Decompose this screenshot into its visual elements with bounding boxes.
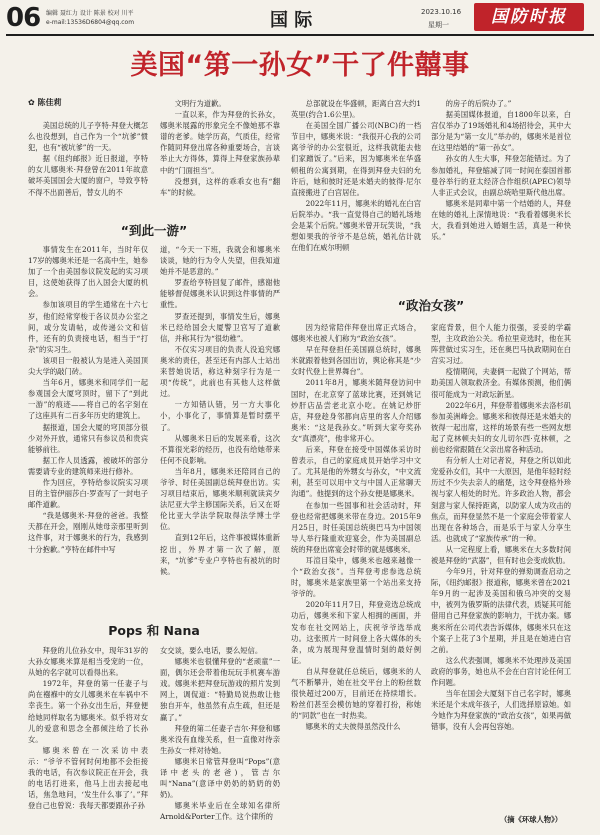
paragraph: 文明行为道歉。: [174, 99, 226, 108]
pops-column-2: [160, 645, 280, 823]
paragraph: 据《纽约邮报》近日报道，亨特的女儿娜奥米·拜登曾在2011年故意破坏美国国会大厦的窗户，导致亨特不得不出面善后，替女儿的不: [28, 154, 148, 197]
paragraph: 拜登的第二任妻子吉尔·拜登和娜奥米没有血缘关系，但一直像对待亲生孙女一样对待她。: [160, 723, 280, 755]
paragraph: 娜奥米是同辈中第一个结婚的人，拜登在她的婚礼上深情地说：“我看着娜奥米长大，我看到她进入婚姻生活，真是一种快乐。”: [431, 198, 571, 242]
paragraph: 家庭背景，但个人能力很强，妥妥的学霸型，主攻政治公关。希拉里竞选时，他在其阵营做过实习生，还在奥巴马执政期间在白宫实习过。: [431, 323, 571, 366]
paragraph: 罗查给亨特回复了邮件，感谢他能够督促娜奥米认识到这件事情的严重性。: [160, 278, 280, 310]
paragraph: 因为经常陪伴拜登出席正式场合，娜奥米也被人们称为“政治女孩”。: [291, 323, 421, 344]
masthead-rule: [6, 34, 594, 36]
paragraph: 娜奥米曾在一次采访中表示：“爷爷不管何时何地都不会拒接我的电话，有次参议院正在开会，我的电话打进来，他马上出去接起电话，焦急地问，‘发生什么事了’。”拜登自己也曾说：我每天都要跟孙子孙: [28, 745, 148, 811]
paragraph: “我是娜奥米·拜登的爸爸。我整天都在开会，刚刚从她母亲那里听到这件事，对于娜奥米的行为，我感到十分抱歉。”亨特在邮件中写: [28, 511, 148, 554]
paragraph: 一方知错认错，另一方大事化小，小事化了，事情算是暂时摆平了。: [160, 400, 280, 432]
editor-email: e-mail:13536D6804@qq.com: [46, 19, 135, 26]
issue-date: 2023.10.16: [421, 8, 462, 16]
issue-weekday: 星期一: [428, 21, 449, 29]
paragraph: 早在拜登担任美国副总统时，娜奥米就跟着他到各国出访，舆论称其是“少女时代登上世界舞台”。: [291, 345, 421, 377]
paper-logo: [474, 3, 584, 31]
paragraph: 2022年11月，娜奥米的婚礼在白宫后院举办。“我一直觉得自己的婚礼场地会是某个后院。”娜奥米曾开玩笑说，“我想如果我的爷爷不是总统，婚礼估计就在他们在威尔明顿: [291, 198, 422, 253]
editor-credits: 编辑 聂红力 设计 陈景 校对 川平: [46, 10, 134, 17]
paragraph: 在美国全国广播公司(NBC)的一档节目中，娜奥米说：“我很开心我的公司离爷爷的办公室很近，这样我就能去他们家蹭饭了。”后来，因为娜奥米在华盛顿租的公寓到期，在得到拜登夫妇的允许后，她和彼时还是未婚夫的彼得·尼尔直接搬进了白宫居住。: [291, 121, 421, 197]
paragraph: 娜奥米日常管拜登叫“Pops”(意译中老头的老爸)，管吉尔叫“Nana”(意译中奶奶的奶奶的奶奶)。: [160, 756, 280, 800]
paragraph: 道，“今天一下班，我就会和娜奥米谈谈，她的行为令人失望，但我知道她并不是恶意的。”: [160, 245, 280, 277]
paragraph: 耳渲目染中，娜奥米也越来越像一个“政治女孩”。当拜登考虑参选总统时，娜奥米是家族里第一个站出来支持爷爷的。: [291, 555, 421, 599]
paragraph: 有分析人士对记者说，拜登之所以如此宠爱孙女们，其中一大原因，是他年轻时经历过不少失去亲人的痛楚，这令拜登格外珍视与家人相处的时光。许多政治人物，都会刻意与家人保持距离，以防家人成为攻击的焦点，而拜登显然不是一个家庭会带着家人出现在各种场合，而是乐于与家人分享生活。也就成了“家族传承”的一种。: [431, 456, 571, 543]
paragraph: 这么代表强调，娜奥米不处理涉及美国政府的事务，她也从不会在白宫讨论任何工作问题。: [431, 655, 571, 687]
masthead: [0, 0, 600, 38]
paragraph: 娜奥米毕业后在全球知名律所Arnold&Porter工作。这个律所的: [160, 801, 280, 822]
section-heading-politics: “政治女孩”: [397, 298, 465, 313]
paragraph: 从一定程度上看，娜奥米在大多数时间被是拜登的“武器”，但有时也会变成软肋。: [431, 544, 571, 565]
column-4: [431, 98, 571, 242]
paragraph: 总部就设在华盛顿，距离白宫大约1英里(约合1.6公里)。: [291, 99, 421, 120]
paragraph: 2011年8月，娜奥米随拜登访问中国时，在北京穿了蓝球比赛，还到姚记炒肝店品尝老北京小吃。在姚记炒肝店，拜登趁身邻都向店里的客人介绍娜奥米：“这是我孙女。”听到大家夸奖孙女“真漂亮”，他非常开心。: [291, 378, 421, 443]
politics-column-2: [431, 322, 571, 732]
paragraph: 作为回应，亨特给参议院实习项目的主管伊丽莎白·罗查写了一封电子邮件道歉。: [28, 477, 148, 510]
paragraph: 当年在国会大厦刻下自己名字时，娜奥米还是个未成年孩子，人们选择原谅她。如今她作为拜登家族的“政治女孩”，如果再做错事，没有人会再包容她。: [431, 689, 571, 732]
paragraph: 拜登的儿位孙女中，现年31岁的大孙女娜奥米算是相当受宠的一位，从她的名字就可以看得出来。: [28, 646, 148, 678]
paragraph: 据报道，国会大厦的穹顶部分很少对外开放，通常只有参议员和贵宾能够前往。: [28, 422, 148, 454]
trip-column-2: [160, 244, 280, 577]
paragraph: 娜奥米的丈夫彼得虽然没什么: [305, 722, 401, 732]
paragraph: 当年6月，娜奥米和同学们一起参观国会大厦穹顶时，留下了“到此一游”的痕迹——将自己的名字刻在了这座具有二百多年历史的建筑上。: [28, 378, 148, 421]
paragraph: 孙女的人生大事，拜登怎能错过。为了参加婚礼，拜登缩减了同一时间在泰国首都曼谷举行的亚太经济合作组织(APEC)领导人非正式会议，由副总统哈里斯代他出席。: [431, 154, 571, 197]
paragraph: 今年9月，针对拜登的弹劾调查启动之际，《纽约邮报》报道称，娜奥米曾在2021年9月的一起涉及美国和俄乌冲突的交易中，被列为俄罗斯的法律代表，质疑其可能借用自己拜登家族的影响力，干扰办案。娜奥米所在公司代表告诉媒体，娜奥米只在这个案子上花了3个星期，并且是在她进白宫之前。: [431, 567, 571, 654]
paragraph: 当年8月，娜奥米还陪同自己的爷爷、时任美国副总统拜登出访。实习项目结束后，娜奥米顺利就读宾夕法尼亚大学主修国际关系，后又在哥伦比亚大学法学院取得法学博士学位。: [160, 466, 280, 532]
article-source: （摘《环球人物》）: [500, 815, 563, 824]
article-author: ✿ 陈佳莉: [28, 98, 62, 107]
paragraph: 直到12年后，这件事被媒体重新挖出，外界才第一次了解，原来，“坑爹”专业户亨特也有被坑的时候。: [160, 533, 280, 576]
pops-column-1: [28, 645, 148, 811]
paragraph: 的房子的后院办了。”: [445, 99, 512, 108]
section-heading-pops: Pops 和 Nana: [108, 623, 200, 638]
page-number: 06: [6, 3, 41, 33]
paragraph: 据美国媒体报道，自1800年以来，白宫仅举办了19场婚礼和4场招待会，其中大部分是为“第一女儿”举办的，娜奥米是首位在这里结婚的“第一孙女”。: [431, 110, 571, 153]
paragraph: 后来，拜登在接受中国媒体采访时曾表示，自己的家庭成员开始学习中文了。尤其是他的外甥女与孙女，“中文流利，甚至可以用中文与中国人正常聊天沟通”。他提到的这个孙女便是娜奥米。: [291, 445, 421, 499]
paragraph: 2022年6月，拜登带着娜奥米去洛杉矶参加美洲峰会。娜奥米和彼得还是未婚夫的彼得一起出席，这样的场景有些一些网友想起了克林顿夫妇的女儿切尔西·克林顿，之前也经常跟随在父亲出席各种活动。: [431, 400, 571, 455]
paragraph: 参加该项目的学生通常在十六七岁，他们经常穿梭于各议员办公室之间，或分发请帖，或传递公文和信件，还有的负责接电话，相当于“打杂”的实习生。: [28, 300, 148, 354]
paragraph: 据工作人员透露，被破坏的部分需要请专业的建筑师来进行修补。: [28, 455, 148, 476]
politics-column-1: [291, 322, 421, 732]
paragraph: 娜奥米也很懂拜登的“老顽童”一面，偶尔还会带着他玩玩手机赛车游戏。娜奥米把拜登玩游戏的照片发到网上，调侃道：“特勤局说热敢让他独自开车，他虽然有点生疏，但还是赢了。”: [160, 657, 280, 722]
column-2: [160, 98, 280, 198]
paragraph: 2020年11月7日，拜登竞选总统成功后，娜奥米和下家人相拥的画面，并发布在社交网站上，庆祝爷爷选举成功。这张照片一时间登上各大媒体的头条，成为展现拜登温情时刻的最好例证。: [291, 600, 421, 665]
trip-column-1: [28, 244, 148, 555]
paragraph: 事情发生在2011年，当时年仅17岁的娜奥米还是一名高中生，她参加了一个由美国参议院发起的实习项目，这使她获得了出入国会大厦的机会。: [28, 245, 148, 299]
paragraph: 罗查还提到，事情发生后，娜奥米已经给国会大厦警卫官写了道歉信，并称其行为“很幼稚”。: [160, 311, 280, 343]
paper-name: 国防时报: [491, 7, 567, 27]
paragraph: 在参加一些国事和社会活动时，拜登也经常把娜奥米带在身边。2015年9月25日，时任美国总统奥巴马为中国领导人举行隆重欢迎宴会，作为美国副总统的拜登出席宴会时带的就是娜奥米。: [291, 500, 421, 554]
column-3: [291, 98, 421, 253]
section-heading-trip: “到此一游”: [120, 223, 188, 238]
paragraph: 从娜奥米日后的发展来看，这次不算很光彩的经历，也没有给她带来任何不良影响。: [160, 433, 280, 465]
paragraph: 该项目一般被认为是进入美国顶尖大学的敲门砖。: [28, 355, 148, 377]
paragraph: 自从拜登就任总统后，娜奥米的人气不断攀升，她在社交平台上的粉丝数很快超过200万，目前还在持续增长。粉丝们甚至会模仿她的穿着打扮，称她的“同款”也在一时热卖。: [291, 666, 421, 721]
paragraph: 美国总统的儿子亨特·拜登大概怎么也没想到，自己作为一个“坑爹”惯犯，也有“被坑爹”的一天。: [28, 121, 148, 153]
paragraph: 女交谈，要么电话，要么短信。: [160, 646, 263, 655]
paragraph: 疫情期间，夫妻俩一起做了个网站，帮助美国人领取救济金。有媒体预测，他们俩很可能成为一对政坛新星。: [431, 367, 571, 399]
column-1: [28, 120, 148, 198]
article-headline: 美国“第一孙女”干了件囍事: [130, 50, 470, 81]
paragraph: 不仅实习项目的负责人没追究娜奥米的责任，甚至还有内部人士站出来替她说话，称这种刻字行为是一项“传统”，此前也有其他人这样做过。: [160, 344, 280, 399]
paragraph: 一直以来，作为拜登的长孙女，娜奥米展露的形象完全不像她那不靠谱的老爹。她学历高，气质佳，经常作随同拜登出席各种重要场合，言谈举止大方得体，算得上拜登家族孙辈中的“门面担当”。: [160, 110, 280, 175]
paragraph: 1972年，拜登的第一任妻子与尚在襁褓中的女儿娜奥米在车祸中不幸丧生。第一个孙女出生后，拜登便给她同样取名为娜奥米。似乎将对女儿的爱意和思念全都倾注给了长孙女。: [28, 679, 148, 744]
section-title: 国 际: [270, 10, 313, 31]
paragraph: 没想到，这样的乖乖女也有“翻车”的时候。: [160, 176, 280, 197]
